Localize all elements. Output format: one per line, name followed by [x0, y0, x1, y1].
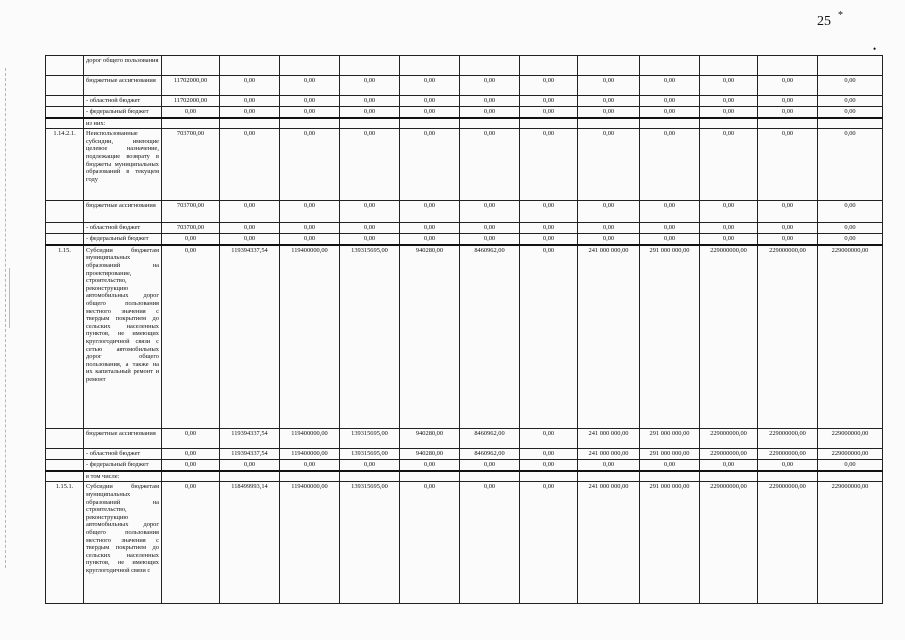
- value-cell: 119400000,00: [280, 449, 340, 460]
- value-cell: 0,00: [818, 460, 883, 471]
- value-cell: [520, 471, 578, 482]
- value-cell: [578, 118, 640, 129]
- value-cell: 241 000 000,00: [578, 449, 640, 460]
- value-cell: [700, 56, 758, 76]
- row-code: [46, 201, 84, 223]
- value-cell: 0,00: [280, 129, 340, 201]
- table-row: [46, 471, 883, 482]
- value-cell: 0,00: [818, 201, 883, 223]
- value-cell: 0,00: [400, 482, 460, 604]
- value-cell: 703700,00: [162, 129, 220, 201]
- value-cell: 119394337,54: [220, 245, 280, 429]
- value-cell: 0,00: [280, 223, 340, 234]
- value-cell: 229000000,00: [818, 245, 883, 429]
- value-cell: 0,00: [340, 129, 400, 201]
- value-cell: 0,00: [640, 76, 700, 96]
- value-cell: 0,00: [162, 460, 220, 471]
- value-cell: [400, 471, 460, 482]
- value-cell: 241 000 000,00: [578, 429, 640, 449]
- value-cell: [758, 118, 818, 129]
- value-cell: 0,00: [460, 96, 520, 107]
- value-cell: [280, 471, 340, 482]
- table-row: [46, 245, 883, 429]
- value-cell: 0,00: [758, 234, 818, 245]
- value-cell: 229000000,00: [700, 482, 758, 604]
- value-cell: 139315695,00: [340, 429, 400, 449]
- table-row: [46, 223, 883, 234]
- corner-dot: •: [873, 44, 877, 54]
- row-code: [46, 56, 84, 76]
- value-cell: 0,00: [220, 107, 280, 118]
- value-cell: 229000000,00: [700, 449, 758, 460]
- value-cell: 291 000 000,00: [640, 449, 700, 460]
- value-cell: [520, 118, 578, 129]
- value-cell: [460, 118, 520, 129]
- value-cell: 0,00: [818, 223, 883, 234]
- row-description: Субсидии бюджетам муниципальных образований на строительство, реконструкцию автомобильных дорог общего пользования местного значения с твердым покрытием до сельских населенных пунктов, не имеющих круглогодичной связи с: [84, 482, 162, 604]
- value-cell: 229000000,00: [758, 482, 818, 604]
- value-cell: 0,00: [640, 460, 700, 471]
- value-cell: 0,00: [700, 76, 758, 96]
- value-cell: 0,00: [400, 107, 460, 118]
- value-cell: [520, 56, 578, 76]
- value-cell: 0,00: [162, 234, 220, 245]
- value-cell: 0,00: [220, 96, 280, 107]
- value-cell: 0,00: [400, 201, 460, 223]
- row-code: [46, 234, 84, 245]
- value-cell: 0,00: [640, 96, 700, 107]
- value-cell: 0,00: [280, 460, 340, 471]
- budget-table: [45, 55, 883, 604]
- row-code: 1.14.2.1.: [46, 129, 84, 201]
- value-cell: 119400000,00: [280, 429, 340, 449]
- value-cell: 8460962,00: [460, 245, 520, 429]
- value-cell: [578, 56, 640, 76]
- value-cell: 0,00: [818, 76, 883, 96]
- table-row: [46, 482, 883, 604]
- value-cell: 0,00: [460, 234, 520, 245]
- table-row: [46, 107, 883, 118]
- value-cell: 0,00: [520, 234, 578, 245]
- value-cell: 0,00: [460, 482, 520, 604]
- value-cell: 940280,00: [400, 429, 460, 449]
- value-cell: 0,00: [162, 482, 220, 604]
- value-cell: [818, 56, 883, 76]
- value-cell: [640, 56, 700, 76]
- value-cell: 0,00: [220, 201, 280, 223]
- row-code: [46, 429, 84, 449]
- value-cell: 0,00: [220, 223, 280, 234]
- value-cell: 241 000 000,00: [578, 245, 640, 429]
- value-cell: 0,00: [340, 223, 400, 234]
- value-cell: 0,00: [340, 234, 400, 245]
- row-description: - федеральный бюджет: [84, 234, 162, 245]
- value-cell: 0,00: [578, 76, 640, 96]
- value-cell: 291 000 000,00: [640, 482, 700, 604]
- row-code: [46, 118, 84, 129]
- value-cell: 0,00: [520, 201, 578, 223]
- row-code: [46, 460, 84, 471]
- table-row: [46, 76, 883, 96]
- value-cell: 119394337,54: [220, 429, 280, 449]
- value-cell: 940280,00: [400, 449, 460, 460]
- value-cell: 0,00: [520, 429, 578, 449]
- value-cell: 11702000,00: [162, 76, 220, 96]
- value-cell: [700, 471, 758, 482]
- table-row: [46, 96, 883, 107]
- value-cell: 0,00: [640, 201, 700, 223]
- value-cell: [162, 56, 220, 76]
- value-cell: 0,00: [700, 223, 758, 234]
- value-cell: [280, 118, 340, 129]
- value-cell: 0,00: [520, 449, 578, 460]
- row-description: - федеральный бюджет: [84, 460, 162, 471]
- value-cell: 11702000,00: [162, 96, 220, 107]
- value-cell: 0,00: [400, 234, 460, 245]
- row-description: - федеральный бюджет: [84, 107, 162, 118]
- value-cell: 0,00: [758, 107, 818, 118]
- value-cell: 0,00: [818, 107, 883, 118]
- value-cell: 291 000 000,00: [640, 429, 700, 449]
- table-row: [46, 129, 883, 201]
- value-cell: 0,00: [460, 223, 520, 234]
- value-cell: 291 000 000,00: [640, 245, 700, 429]
- row-code: [46, 471, 84, 482]
- value-cell: 118499993,14: [220, 482, 280, 604]
- row-description: бюджетные ассигнования: [84, 76, 162, 96]
- row-code: [46, 223, 84, 234]
- value-cell: 0,00: [640, 129, 700, 201]
- row-code: [46, 96, 84, 107]
- binding-margin-line: [5, 68, 7, 568]
- value-cell: 0,00: [162, 449, 220, 460]
- value-cell: 0,00: [758, 76, 818, 96]
- value-cell: [460, 471, 520, 482]
- value-cell: 0,00: [220, 76, 280, 96]
- row-description: - областной бюджет: [84, 449, 162, 460]
- page-number: 25: [817, 14, 831, 29]
- table-row: [46, 234, 883, 245]
- value-cell: 0,00: [340, 96, 400, 107]
- value-cell: 0,00: [400, 460, 460, 471]
- value-cell: [578, 471, 640, 482]
- value-cell: 0,00: [520, 460, 578, 471]
- value-cell: [340, 56, 400, 76]
- row-description: - областной бюджет: [84, 223, 162, 234]
- value-cell: 703700,00: [162, 201, 220, 223]
- value-cell: 0,00: [220, 129, 280, 201]
- value-cell: 229000000,00: [758, 449, 818, 460]
- row-description: Субсидии бюджетам муниципальных образований на проектирование, строительство, реконструкцию автомобильных дорог общего пользования местного значения с твердым покрытием до сельских населенных пунктов, не имеющих круглогодичной связи с сетью автомобильных дорог общего пользования, а также на их капитальный ремонт и ремонт: [84, 245, 162, 429]
- value-cell: 0,00: [758, 96, 818, 107]
- value-cell: 0,00: [400, 96, 460, 107]
- value-cell: 0,00: [578, 223, 640, 234]
- value-cell: 0,00: [520, 107, 578, 118]
- table-row: [46, 201, 883, 223]
- value-cell: 0,00: [520, 96, 578, 107]
- value-cell: 0,00: [818, 96, 883, 107]
- value-cell: 0,00: [640, 107, 700, 118]
- value-cell: 0,00: [340, 107, 400, 118]
- value-cell: [400, 56, 460, 76]
- value-cell: 0,00: [578, 201, 640, 223]
- value-cell: 0,00: [700, 460, 758, 471]
- value-cell: 0,00: [280, 96, 340, 107]
- value-cell: 0,00: [700, 107, 758, 118]
- row-code: [46, 449, 84, 460]
- value-cell: 0,00: [280, 107, 340, 118]
- value-cell: [400, 118, 460, 129]
- value-cell: 0,00: [162, 107, 220, 118]
- value-cell: 0,00: [520, 482, 578, 604]
- table-row: [46, 429, 883, 449]
- value-cell: 229000000,00: [818, 449, 883, 460]
- row-code: 1.15.: [46, 245, 84, 429]
- row-description: в том числе:: [84, 471, 162, 482]
- value-cell: 0,00: [460, 76, 520, 96]
- value-cell: 229000000,00: [758, 429, 818, 449]
- row-description: - областной бюджет: [84, 96, 162, 107]
- value-cell: [460, 56, 520, 76]
- value-cell: 229000000,00: [700, 429, 758, 449]
- value-cell: 0,00: [280, 201, 340, 223]
- value-cell: 0,00: [520, 245, 578, 429]
- value-cell: 0,00: [400, 223, 460, 234]
- row-description: Неиспользованные субсидии, имеющие целевое назначение, подлежащие возврату в бюджеты муниципальных образований в текущем году: [84, 129, 162, 201]
- value-cell: 0,00: [758, 201, 818, 223]
- row-description: бюджетные ассигнования: [84, 429, 162, 449]
- value-cell: [162, 118, 220, 129]
- table-row: [46, 56, 883, 76]
- value-cell: 0,00: [220, 234, 280, 245]
- value-cell: [162, 471, 220, 482]
- value-cell: 0,00: [520, 223, 578, 234]
- value-cell: 119400000,00: [280, 245, 340, 429]
- value-cell: 0,00: [818, 234, 883, 245]
- row-code: [46, 107, 84, 118]
- value-cell: 0,00: [520, 129, 578, 201]
- value-cell: 0,00: [162, 245, 220, 429]
- value-cell: 0,00: [162, 429, 220, 449]
- value-cell: 703700,00: [162, 223, 220, 234]
- value-cell: 8460962,00: [460, 429, 520, 449]
- value-cell: [758, 56, 818, 76]
- value-cell: 229000000,00: [818, 429, 883, 449]
- value-cell: 0,00: [460, 201, 520, 223]
- value-cell: 0,00: [578, 96, 640, 107]
- value-cell: [700, 118, 758, 129]
- value-cell: [220, 118, 280, 129]
- value-cell: 940280,00: [400, 245, 460, 429]
- value-cell: 0,00: [578, 129, 640, 201]
- value-cell: [220, 56, 280, 76]
- value-cell: 0,00: [758, 223, 818, 234]
- value-cell: 0,00: [220, 460, 280, 471]
- value-cell: 0,00: [758, 129, 818, 201]
- row-description: дорог общего пользования: [84, 56, 162, 76]
- value-cell: [758, 471, 818, 482]
- value-cell: [340, 471, 400, 482]
- value-cell: [280, 56, 340, 76]
- value-cell: [640, 118, 700, 129]
- value-cell: 119394337,54: [220, 449, 280, 460]
- value-cell: [818, 471, 883, 482]
- value-cell: [640, 471, 700, 482]
- value-cell: 0,00: [460, 107, 520, 118]
- page-number-mark: *: [838, 10, 843, 21]
- value-cell: 0,00: [520, 76, 578, 96]
- table-row: [46, 118, 883, 129]
- value-cell: 0,00: [280, 234, 340, 245]
- value-cell: 0,00: [400, 129, 460, 201]
- value-cell: 229000000,00: [758, 245, 818, 429]
- value-cell: 0,00: [578, 460, 640, 471]
- value-cell: 0,00: [700, 96, 758, 107]
- binding-margin-mark: [9, 268, 11, 328]
- value-cell: 0,00: [700, 201, 758, 223]
- value-cell: 139315695,00: [340, 245, 400, 429]
- value-cell: [220, 471, 280, 482]
- value-cell: 0,00: [400, 76, 460, 96]
- row-code: 1.15.1.: [46, 482, 84, 604]
- value-cell: 0,00: [340, 201, 400, 223]
- value-cell: 0,00: [578, 234, 640, 245]
- value-cell: 0,00: [280, 76, 340, 96]
- value-cell: 119400000,00: [280, 482, 340, 604]
- row-description: бюджетные ассигнования: [84, 201, 162, 223]
- value-cell: 241 000 000,00: [578, 482, 640, 604]
- value-cell: [340, 118, 400, 129]
- value-cell: 0,00: [758, 460, 818, 471]
- value-cell: 8460962,00: [460, 449, 520, 460]
- value-cell: 0,00: [700, 234, 758, 245]
- value-cell: 0,00: [640, 234, 700, 245]
- value-cell: 0,00: [700, 129, 758, 201]
- table-row: [46, 460, 883, 471]
- table-row: [46, 449, 883, 460]
- value-cell: 0,00: [460, 129, 520, 201]
- value-cell: 0,00: [640, 223, 700, 234]
- row-code: [46, 76, 84, 96]
- value-cell: 0,00: [340, 460, 400, 471]
- value-cell: 0,00: [818, 129, 883, 201]
- value-cell: 0,00: [460, 460, 520, 471]
- row-description: из них:: [84, 118, 162, 129]
- value-cell: 229000000,00: [818, 482, 883, 604]
- value-cell: 0,00: [578, 107, 640, 118]
- value-cell: 0,00: [340, 76, 400, 96]
- value-cell: 139315695,00: [340, 482, 400, 604]
- value-cell: 139315695,00: [340, 449, 400, 460]
- value-cell: 229000000,00: [700, 245, 758, 429]
- value-cell: [818, 118, 883, 129]
